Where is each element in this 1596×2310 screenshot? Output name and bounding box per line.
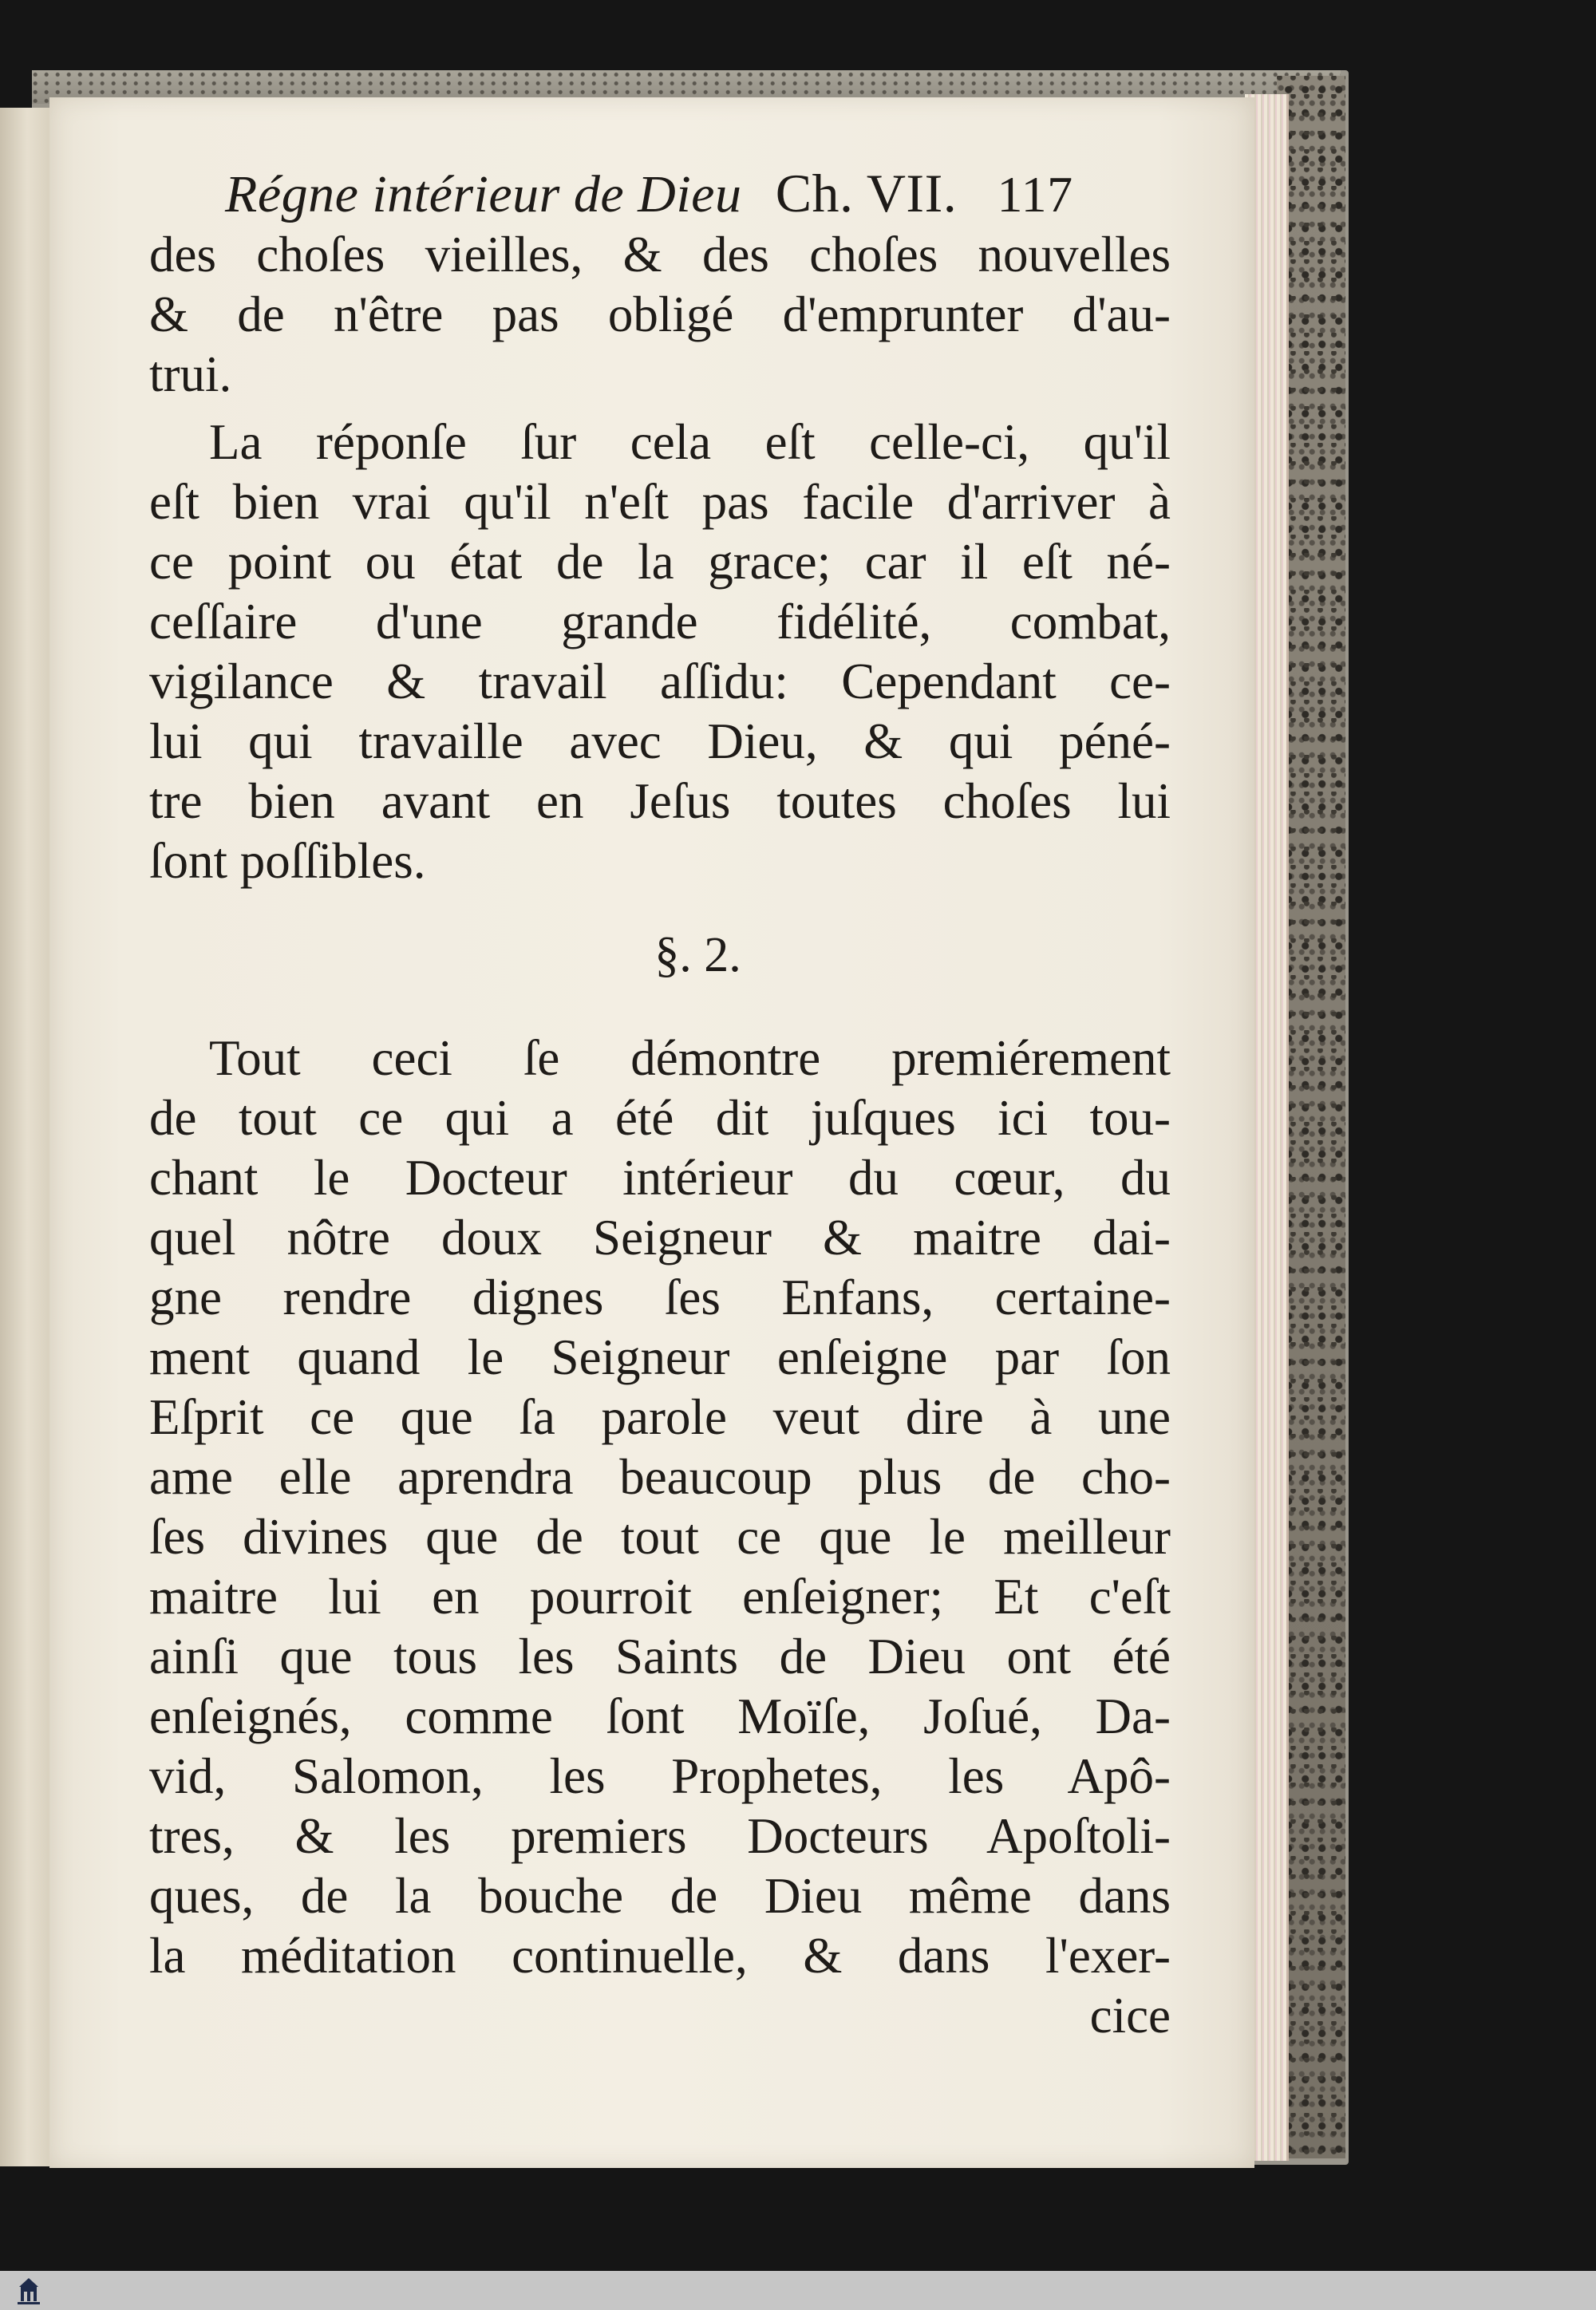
text-line: ainſi que tous les Saints de Dieu ont été [149,1629,1171,1684]
text-line: ce point ou état de la grace; car il eſt né- [149,534,1171,590]
text-line: chant le Docteur intérieur du cœur, du [149,1150,1171,1206]
text-line: gne rendre dignes ſes Enfans, certaine- [149,1270,1171,1325]
text-line: vid, Salomon, les Prophetes, les Apô- [149,1748,1171,1804]
text-line: La réponſe ſur cela eſt celle-ci, qu'il [209,414,1171,470]
text-line: Eſprit ce que ſa parole veut dire à une [149,1389,1171,1445]
text-line: ſes divines que de tout ce que le meilleur [149,1509,1171,1565]
paragraph-section-2 [149,1029,1171,2046]
section-heading: §. 2. [654,928,741,982]
text-line: des choſes vieilles, & des choſes nouvelles [149,227,1171,282]
page-text [149,161,1171,2046]
running-title: Régne intérieur de Dieu [225,165,742,223]
text-line: tre bien avant en Jeſus toutes choſes lui [149,773,1171,829]
text-line: eſt bien vrai qu'il n'eſt pas facile d'arriver à [149,474,1171,530]
chapter-label: Ch. VII. [775,163,958,223]
catchword: cice [1089,1988,1171,2043]
text-line: trui. [149,346,232,402]
library-logo-icon [14,2276,43,2306]
text-line: & de n'être pas obligé d'emprunter d'au- [149,286,1171,342]
text-line: Tout ceci ſe démontre premiérement [209,1030,1171,1086]
page-number: 117 [997,166,1073,223]
paragraph-continued [149,225,1171,405]
text-line: la méditation continuelle, & dans l'exer- [149,1928,1171,1984]
text-line: tres, & les premiers Docteurs Apoſtoli- [149,1808,1171,1864]
text-line: maitre lui en pourroit enſeigner; Et c'eſt [149,1569,1171,1625]
text-line: quel nôtre doux Seigneur & maitre dai- [149,1210,1171,1266]
text-line: enſeignés, comme ſont Moïſe, Joſué, Da- [149,1688,1171,1744]
viewer-bottom-bar [0,2271,1596,2310]
text-line: ame elle aprendra beaucoup plus de cho- [149,1449,1171,1505]
text-line: de tout ce qui a été dit juſques ici tou- [149,1090,1171,1146]
running-header [149,161,1171,225]
text-line: ques, de la bouche de Dieu même dans [149,1868,1171,1924]
text-line: vigilance & travail aſſidu: Cependant ce- [149,654,1171,709]
paragraph-reponse [149,413,1171,891]
text-line: lui qui travaille avec Dieu, & qui péné- [149,713,1171,769]
paragraph-gap [149,405,1171,413]
text-line: ſont poſſibles. [149,833,426,889]
text-line: ment quand le Seigneur enſeigne par ſon [149,1329,1171,1385]
text-line: ceſſaire d'une grande fidélité, combat, [149,594,1171,650]
facing-page-edge [0,108,52,2166]
book-page [49,97,1254,2168]
